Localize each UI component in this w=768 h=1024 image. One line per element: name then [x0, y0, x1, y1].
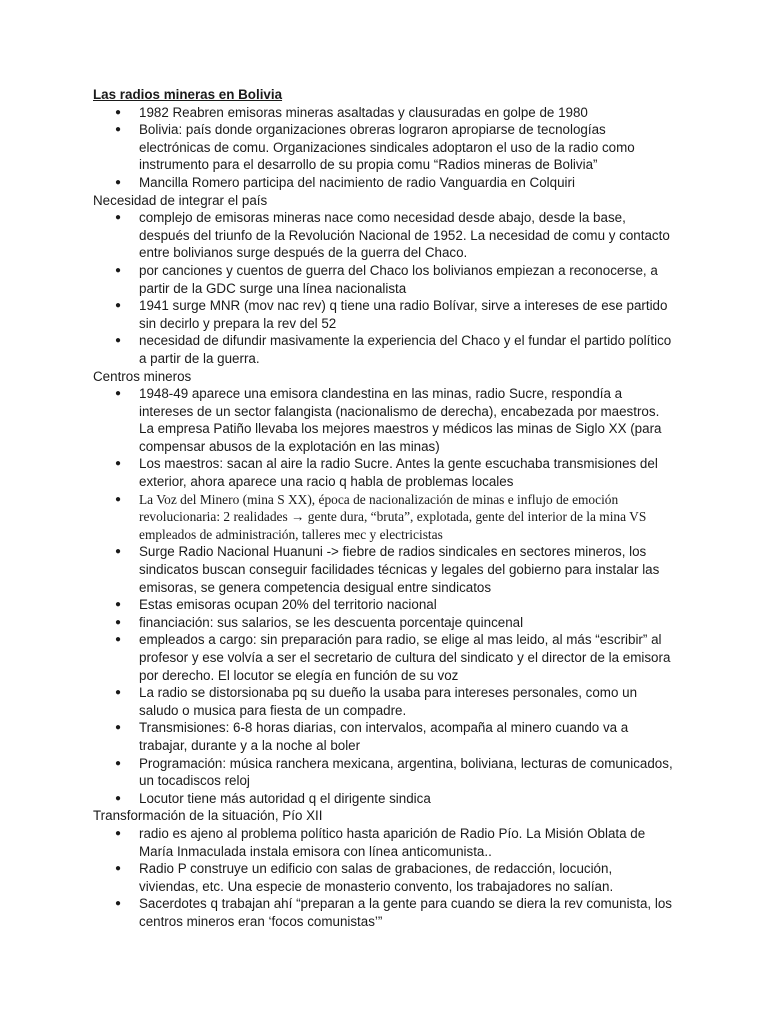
list-item: ● empleados a cargo: sin preparación para radio, se elige al mas leido, al más “escribir” al profesor y ese volvía a ser el secretario de cultura del sindicato y el director de la emisora por derecho. El locutor se elegía en función de su voz — [93, 631, 673, 684]
list-item: ● Los maestros: sacan al aire la radio Sucre. Antes la gente escuchaba transmisiones del exterior, ahora aparece una racio q habla de problemas locales — [93, 455, 673, 490]
list-item: ● Surge Radio Nacional Huanuni -> fiebre de radios sindicales en sectores mineros, los sindicatos buscan conseguir facilidades técnicas y legales del gobierno para instalar las emisoras, se genera competencia desigual entre sindicatos — [93, 543, 673, 596]
list-item: ● Mancilla Romero participa del nacimiento de radio Vanguardia en Colquiri — [93, 174, 673, 192]
list-item: ● Estas emisoras ocupan 20% del territorio nacional — [93, 596, 673, 614]
list-item: ● Radio P construye un edificio con salas de grabaciones, de redacción, locución, viviendas, etc. Una especie de monasterio convento, los trabajadores no salían. — [93, 860, 673, 895]
list-item: ● La Voz del Minero (mina S XX), época de nacionalización de minas e influjo de emoción revolucionaria: 2 realidades → gente dura, “bruta”, explotada, gente del interior de la mina VS empleados de administración, talleres mec y electricistas — [93, 491, 673, 544]
list-item: ● Transmisiones: 6-8 horas diarias, con intervalos, acompaña al minero cuando va a trabajar, durante y a la noche al boler — [93, 719, 673, 754]
list-item: ● por canciones y cuentos de guerra del Chaco los bolivianos empiezan a reconocerse, a partir de la GDC surge una línea nacionalista — [93, 262, 673, 297]
list-item: ● complejo de emisoras mineras nace como necesidad desde abajo, desde la base, después del triunfo de la Revolución Nacional de 1952. La necesidad de comu y contacto entre bolivianos surge después de la guerra del Chaco. — [93, 209, 673, 262]
list-item: ● Sacerdotes q trabajan ahí “preparan a la gente para cuando se diera la rev comunista, los centros mineros eran ‘focos comunistas’” — [93, 895, 673, 930]
section-heading-transformacion: Transformación de la situación, Pío XII — [93, 808, 323, 824]
list-item: ● Programación: música ranchera mexicana, argentina, boliviana, lecturas de comunicados, un tocadiscos reloj — [93, 755, 673, 790]
list-item: ● 1982 Reabren emisoras mineras asaltadas y clausuradas en golpe de 1980 — [93, 104, 673, 122]
list-item: ● 1941 surge MNR (mov nac rev) q tiene una radio Bolívar, sirve a intereses de ese partido sin decirlo y prepara la rev del 52 — [93, 297, 673, 332]
section-list-centros-mineros — [93, 385, 673, 807]
list-item: ● radio es ajeno al problema político hasta aparición de Radio Pío. La Misión Oblata de María Inmaculada instala emisora con línea anticomunista.. — [93, 825, 673, 860]
section-list-transformacion — [93, 825, 673, 931]
list-item: ● La radio se distorsionaba pq su dueño la usaba para intereses personales, como un saludo o musica para fiesta de un compadre. — [93, 684, 673, 719]
section-heading-centros-mineros: Centros mineros — [93, 368, 192, 384]
list-item: ● Locutor tiene más autoridad q el dirigente sindica — [93, 790, 673, 808]
document-page — [93, 86, 673, 931]
list-item: ● 1948-49 aparece una emisora clandestina en las minas, radio Sucre, respondía a intereses de un sector falangista (nacionalismo de derecha), encabezada por maestros. La empresa Patiño llevaba los mejores maestros y médicos las minas de Siglo XX (para compensar abusos de la explotación en las minas) — [93, 385, 673, 455]
list-item: ● Bolivia: país donde organizaciones obreras lograron apropiarse de tecnologías electrónicas de comu. Organizaciones sindicales adoptaron el uso de la radio como instrumento para el desarrollo de su propia comu “Radios mineras de Bolivia” — [93, 121, 673, 174]
section-list-integrar — [93, 209, 673, 367]
section-heading-integrar: Necesidad de integrar el país — [93, 192, 268, 208]
list-item: ● necesidad de difundir masivamente la experiencia del Chaco y el fundar el partido político a partir de la guerra. — [93, 332, 673, 367]
intro-list — [93, 104, 673, 192]
document-title: Las radios mineras en Bolivia — [93, 87, 283, 102]
list-item: ● financiación: sus salarios, se les descuenta porcentaje quincenal — [93, 614, 673, 632]
